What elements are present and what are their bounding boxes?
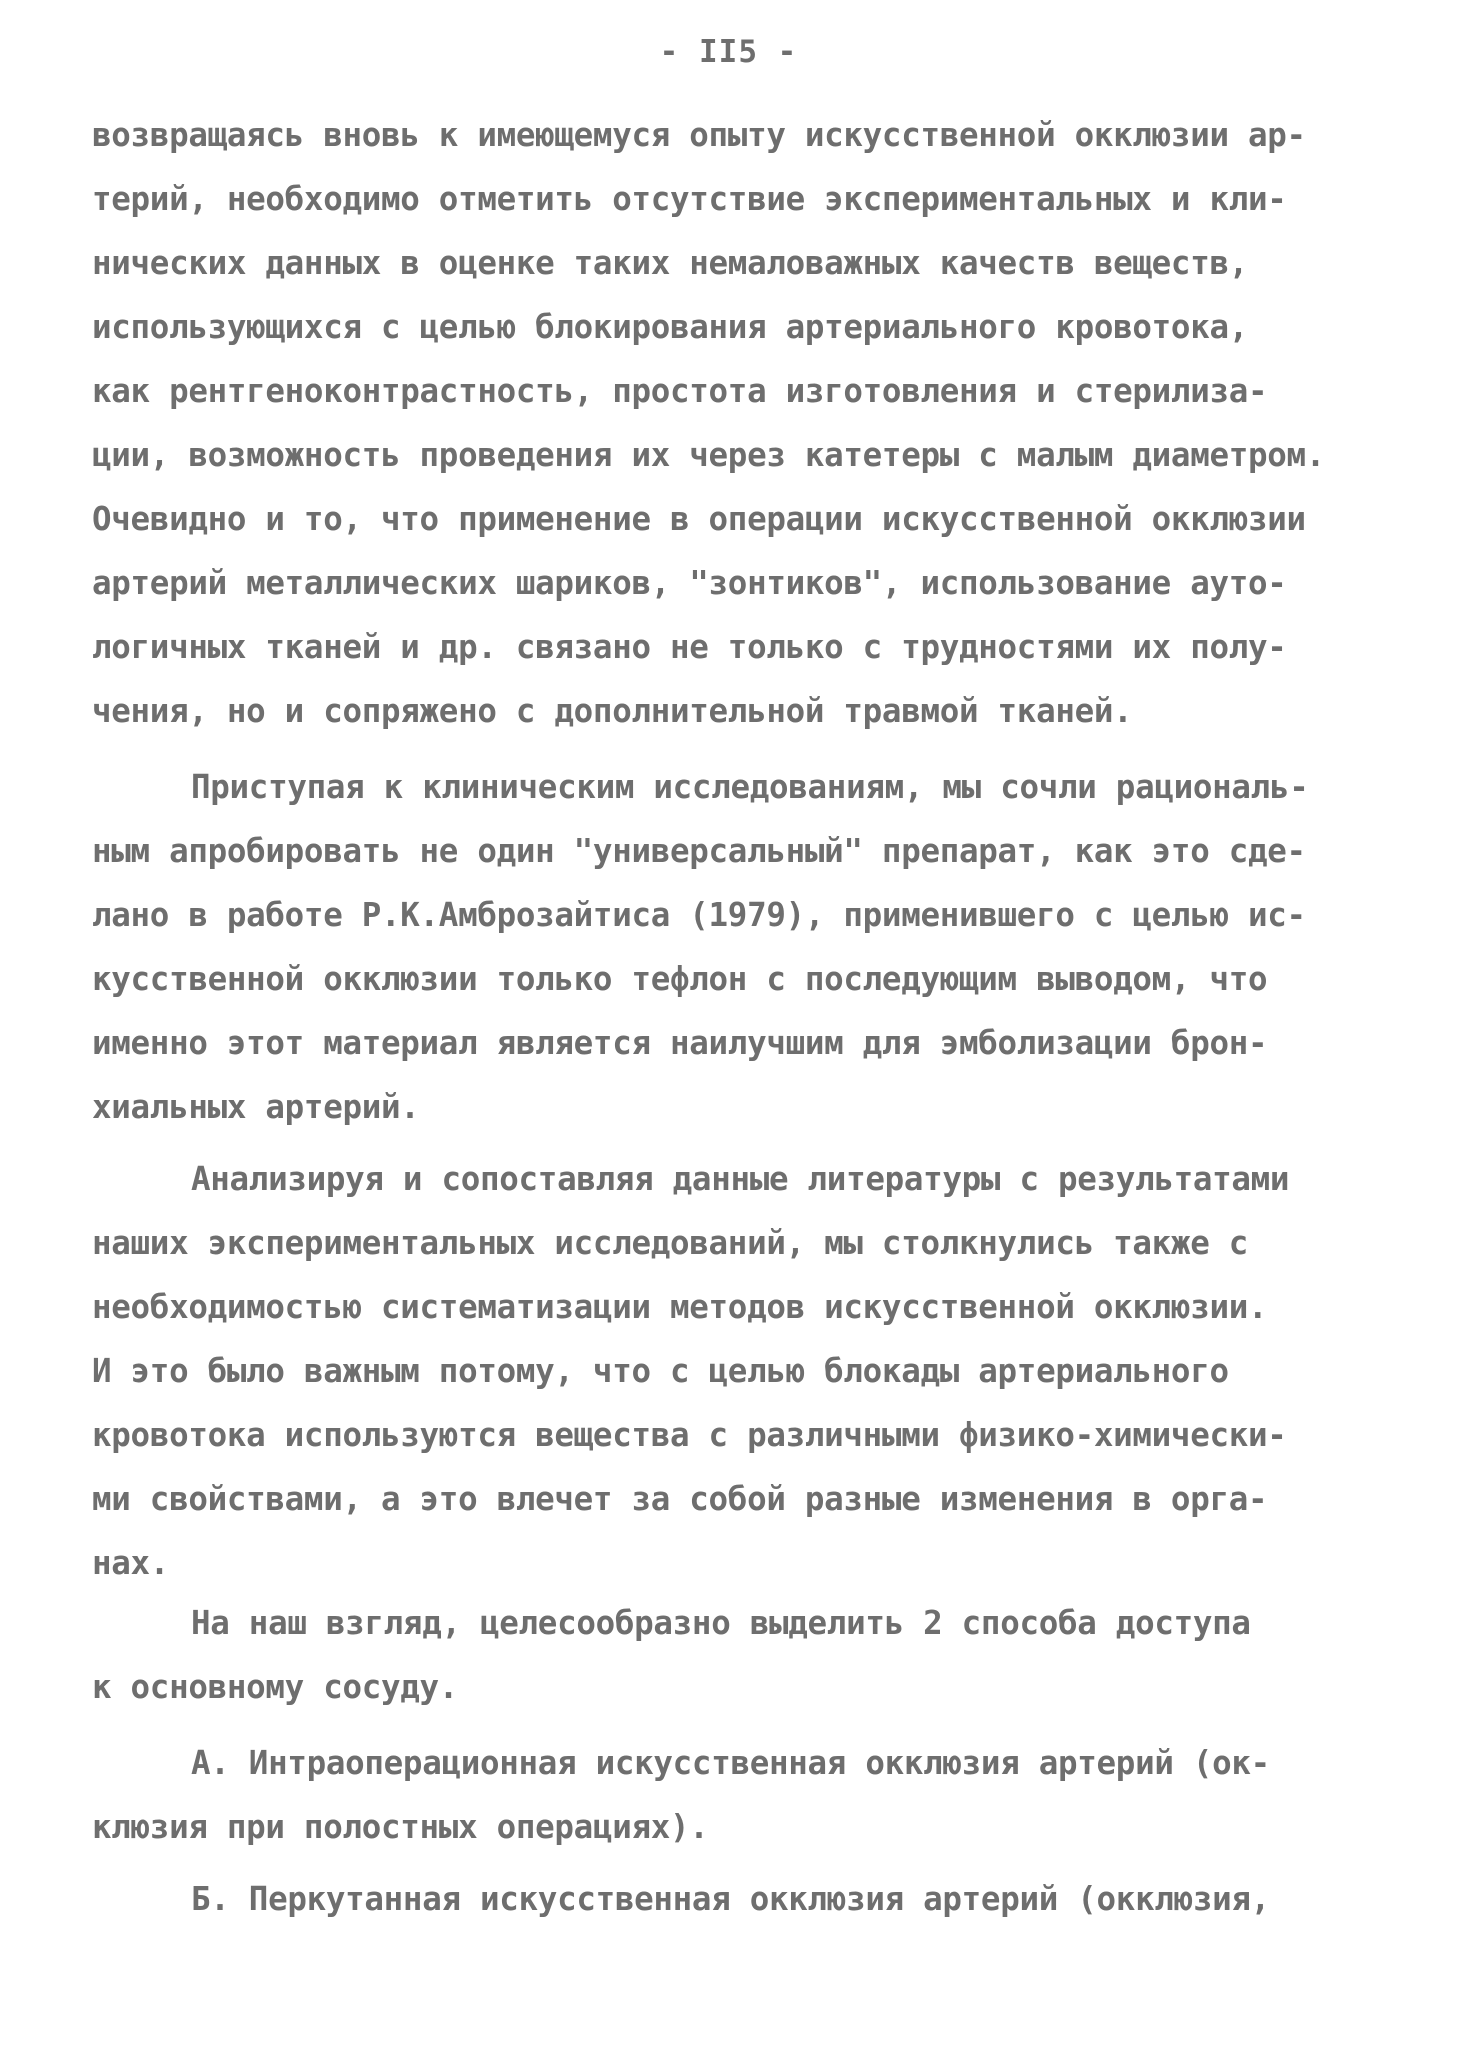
paragraph-3-line-7: нах. [92, 1544, 170, 1582]
paragraph-1-line-2: терий, необходимо отметить отсутствие экспериментальных и кли- [92, 180, 1287, 218]
paragraph-1-line-6: ции, возможность проведения их через катетеры с малым диаметром. [92, 436, 1326, 474]
paragraph-2-line-3: лано в работе Р.К.Амброзайтиса (1979), применившего с целью ис- [92, 896, 1306, 934]
page-number: - II5 - [659, 34, 798, 70]
paragraph-1-line-9: логичных тканей и др. связано не только с трудностями их полу- [92, 628, 1287, 666]
paragraph-3-line-3: необходимостью систематизации методов искусственной окклюзии. [92, 1288, 1268, 1326]
paragraph-3-line-2: наших экспериментальных исследований, мы столкнулись также с [92, 1224, 1248, 1262]
paragraph-1-line-8: артерий металлических шариков, "зонтиков", использование ауто- [92, 564, 1287, 602]
paragraph-2-line-2: ным апробировать не один "универсальный" препарат, как это сде- [92, 832, 1306, 870]
paragraph-5-line-2: клюзия при полостных операциях). [92, 1808, 709, 1846]
paragraph-1-line-1: возвращаясь вновь к имеющемуся опыту искусственной окклюзии ар- [92, 116, 1306, 154]
paragraph-2-line-1: Приступая к клиническим исследованиям, мы сочли рациональ- [191, 768, 1309, 806]
paragraph-2-line-5: именно этот материал является наилучшим для эмболизации брон- [92, 1024, 1268, 1062]
paragraph-3-line-6: ми свойствами, а это влечет за собой разные изменения в орга- [92, 1480, 1268, 1518]
paragraph-1-line-4: использующихся с целью блокирования артериального кровотока, [92, 308, 1248, 346]
paragraph-3-line-4: И это было важным потому, что с целью блокады артериального [92, 1352, 1229, 1390]
paragraph-3-line-5: кровотока используются вещества с различными физико-химически- [92, 1416, 1287, 1454]
paragraph-6-line-1: Б. Перкутанная искусственная окклюзия артерий (окклюзия, [191, 1880, 1270, 1918]
paragraph-3-line-1: Анализируя и сопоставляя данные литературы с результатами [191, 1160, 1290, 1198]
paragraph-1-line-7: Очевидно и то, что применение в операции искусственной окклюзии [92, 500, 1306, 538]
paragraph-1-line-10: чения, но и сопряжено с дополнительной травмой тканей. [92, 692, 1133, 730]
paragraph-4-line-2: к основному сосуду. [92, 1668, 459, 1706]
paragraph-2-line-4: кусственной окклюзии только тефлон с последующим выводом, что [92, 960, 1268, 998]
paragraph-2-line-6: хиальных артерий. [92, 1088, 420, 1126]
paragraph-5-line-1: А. Интраоперационная искусственная окклюзия артерий (ок- [191, 1744, 1270, 1782]
paragraph-1-line-5: как рентгеноконтрастность, простота изготовления и стерилиза- [92, 372, 1268, 410]
paragraph-1-line-3: нических данных в оценке таких немаловажных качеств веществ, [92, 244, 1248, 282]
paragraph-4-line-1: На наш взгляд, целесообразно выделить 2 способа доступа [191, 1604, 1251, 1642]
